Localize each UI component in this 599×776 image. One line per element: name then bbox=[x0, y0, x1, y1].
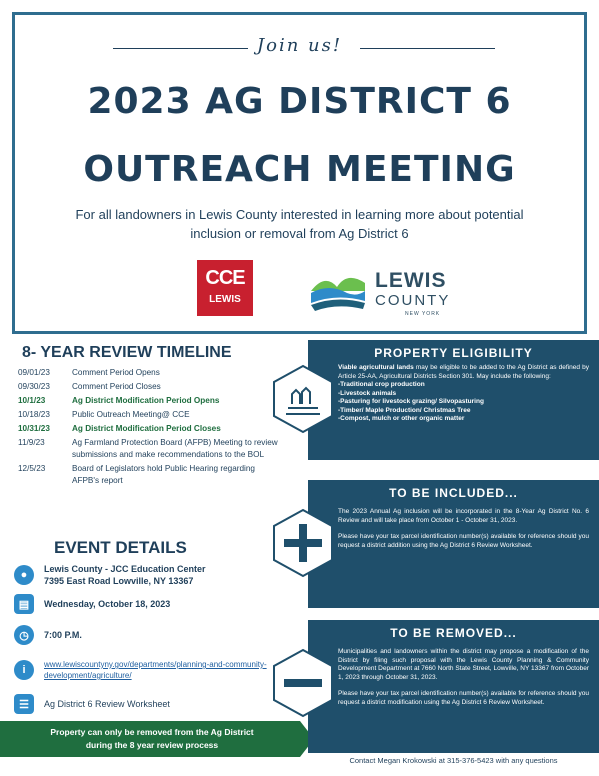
timeline-row bbox=[18, 409, 283, 421]
event-date bbox=[14, 594, 170, 614]
event-date-text: Wednesday, October 18, 2023 bbox=[44, 599, 171, 609]
included-title: TO BE INCLUDED... bbox=[389, 486, 518, 500]
event-worksheet bbox=[14, 694, 170, 714]
timeline-date: 10/18/23 bbox=[18, 410, 50, 419]
banner-line-1: Property can only be removed from the Ag District bbox=[50, 727, 254, 737]
event-time bbox=[14, 625, 82, 645]
join-us-script: Join us! bbox=[256, 35, 343, 56]
timeline-row bbox=[18, 381, 283, 393]
eligibility-intro: may be eligible to be added to the Ag District as defined by Article 25-AA, Agricultural Districts Section 301. May include the following: bbox=[338, 364, 589, 380]
cce-logo bbox=[197, 260, 253, 316]
event-time-text: 7:00 P.M. bbox=[44, 630, 82, 640]
cce-logo-subtext: LEWIS bbox=[209, 294, 241, 305]
eligibility-intro-bold: Viable agricultural lands bbox=[338, 364, 414, 371]
timeline-text: Public Outreach Meeting@ CCE bbox=[72, 410, 190, 419]
timeline-date: 10/31/23 bbox=[18, 424, 50, 433]
removal-banner bbox=[0, 721, 300, 757]
lewis-county-emblem-icon bbox=[307, 269, 369, 313]
timeline-date: 09/01/23 bbox=[18, 368, 50, 377]
eligibility-item: -Pasturing for livestock grazing/ Silvopasturing bbox=[338, 398, 484, 405]
lewis-county-logo bbox=[307, 269, 467, 319]
eligibility-item: -Timber/ Maple Production/ Christmas Tree bbox=[338, 406, 471, 414]
subtitle: For all landowners in Lewis County interested in learning more about potential inclusion or removal from Ag District 6 bbox=[75, 207, 524, 241]
timeline-text: Comment Period Opens bbox=[72, 368, 160, 377]
timeline-date: 11/9/23 bbox=[18, 438, 45, 447]
event-link bbox=[14, 659, 284, 681]
included-panel bbox=[308, 480, 599, 608]
farm-field-icon bbox=[272, 364, 334, 434]
calendar-icon: ▤ bbox=[14, 594, 34, 614]
included-text-2: Please have your tax parcel identification number(s) available for reference should you request a district addition using the Ag District 6 Review Worksheet. bbox=[338, 533, 589, 549]
timeline-list bbox=[18, 367, 283, 489]
timeline-date: 12/5/23 bbox=[18, 464, 46, 473]
cce-logo-text: CCE bbox=[205, 267, 245, 289]
website-link[interactable]: www.lewiscountyny.gov/departments/planning-and-community-development/agriculture/ bbox=[44, 660, 267, 680]
timeline-text: Ag Farmland Protection Board (AFPB) Meeting to review submissions and make recommendations to the BOL bbox=[72, 438, 278, 459]
clock-icon: ◷ bbox=[14, 625, 34, 645]
header-box bbox=[12, 12, 587, 334]
timeline-row bbox=[18, 367, 283, 379]
lewis-logo-word2: COUNTY bbox=[375, 292, 451, 309]
timeline-text: Ag District Modification Period Opens bbox=[72, 396, 220, 405]
timeline-date: 09/30/23 bbox=[18, 382, 50, 391]
title-line-2: OUTREACH MEETING bbox=[83, 149, 516, 190]
plus-icon bbox=[272, 508, 334, 578]
timeline-text: Comment Period Closes bbox=[72, 382, 161, 391]
minus-icon bbox=[272, 648, 334, 718]
location-line-2: 7395 East Road Lowville, NY 13367 bbox=[44, 576, 194, 586]
included-text-1: The 2023 Annual Ag inclusion will be incorporated in the 8-Year Ag District No. 6 Review and will take place from October 1 - October 31, 2023. bbox=[338, 508, 589, 524]
timeline-row bbox=[18, 395, 283, 407]
timeline-text: Ag District Modification Period Closes bbox=[72, 424, 221, 433]
worksheet-label[interactable]: Ag District 6 Review Worksheet bbox=[44, 698, 170, 709]
eligibility-item: -Traditional crop production bbox=[338, 381, 425, 388]
eligibility-panel bbox=[308, 340, 599, 460]
removed-panel bbox=[308, 620, 599, 753]
eligibility-list bbox=[338, 381, 589, 424]
eligibility-title: PROPERTY ELIGIBILITY bbox=[374, 346, 533, 360]
document-icon: ☰ bbox=[14, 694, 34, 714]
removed-text-2: Please have your tax parcel identification number(s) available for reference should you request a district modification using the Ag District 6 Review Worksheet. bbox=[338, 690, 589, 706]
banner-line-2: during the 8 year review process bbox=[85, 740, 219, 750]
lewis-logo-word1: LEWIS bbox=[375, 269, 447, 292]
eligibility-item: -Livestock animals bbox=[338, 389, 397, 397]
title-line-1: 2023 AG DISTRICT 6 bbox=[87, 81, 512, 122]
timeline-row bbox=[18, 463, 283, 487]
timeline-row bbox=[18, 423, 283, 435]
divider-right bbox=[360, 48, 495, 49]
timeline-row bbox=[18, 437, 283, 461]
info-icon: i bbox=[14, 660, 34, 680]
eligibility-item: -Compost, mulch or other organic matter bbox=[338, 415, 465, 422]
event-location bbox=[14, 563, 206, 587]
timeline-date: 10/1/23 bbox=[18, 396, 46, 405]
timeline-text: Board of Legislators hold Public Hearing regarding AFPB's report bbox=[72, 464, 255, 485]
contact-info: Contact Megan Krokowski at 315-376-5423 with any questions bbox=[349, 756, 558, 765]
location-line-1: Lewis County - JCC Education Center bbox=[44, 564, 206, 574]
removed-text-1: Municipalities and landowners within the district may propose a modification of the District by filing such proposal with the Lewis County Planning & Community Development Department at 7660 North State Street, Lowville, NY 13367 from October 1, 2023 through October 31, 2023. bbox=[338, 648, 589, 681]
map-pin-icon: ● bbox=[14, 565, 34, 585]
removed-title: TO BE REMOVED... bbox=[390, 626, 517, 640]
event-heading: EVENT DETAILS bbox=[54, 538, 187, 557]
timeline-heading: 8- YEAR REVIEW TIMELINE bbox=[22, 344, 232, 361]
lewis-logo-word3: NEW YORK bbox=[405, 311, 441, 317]
